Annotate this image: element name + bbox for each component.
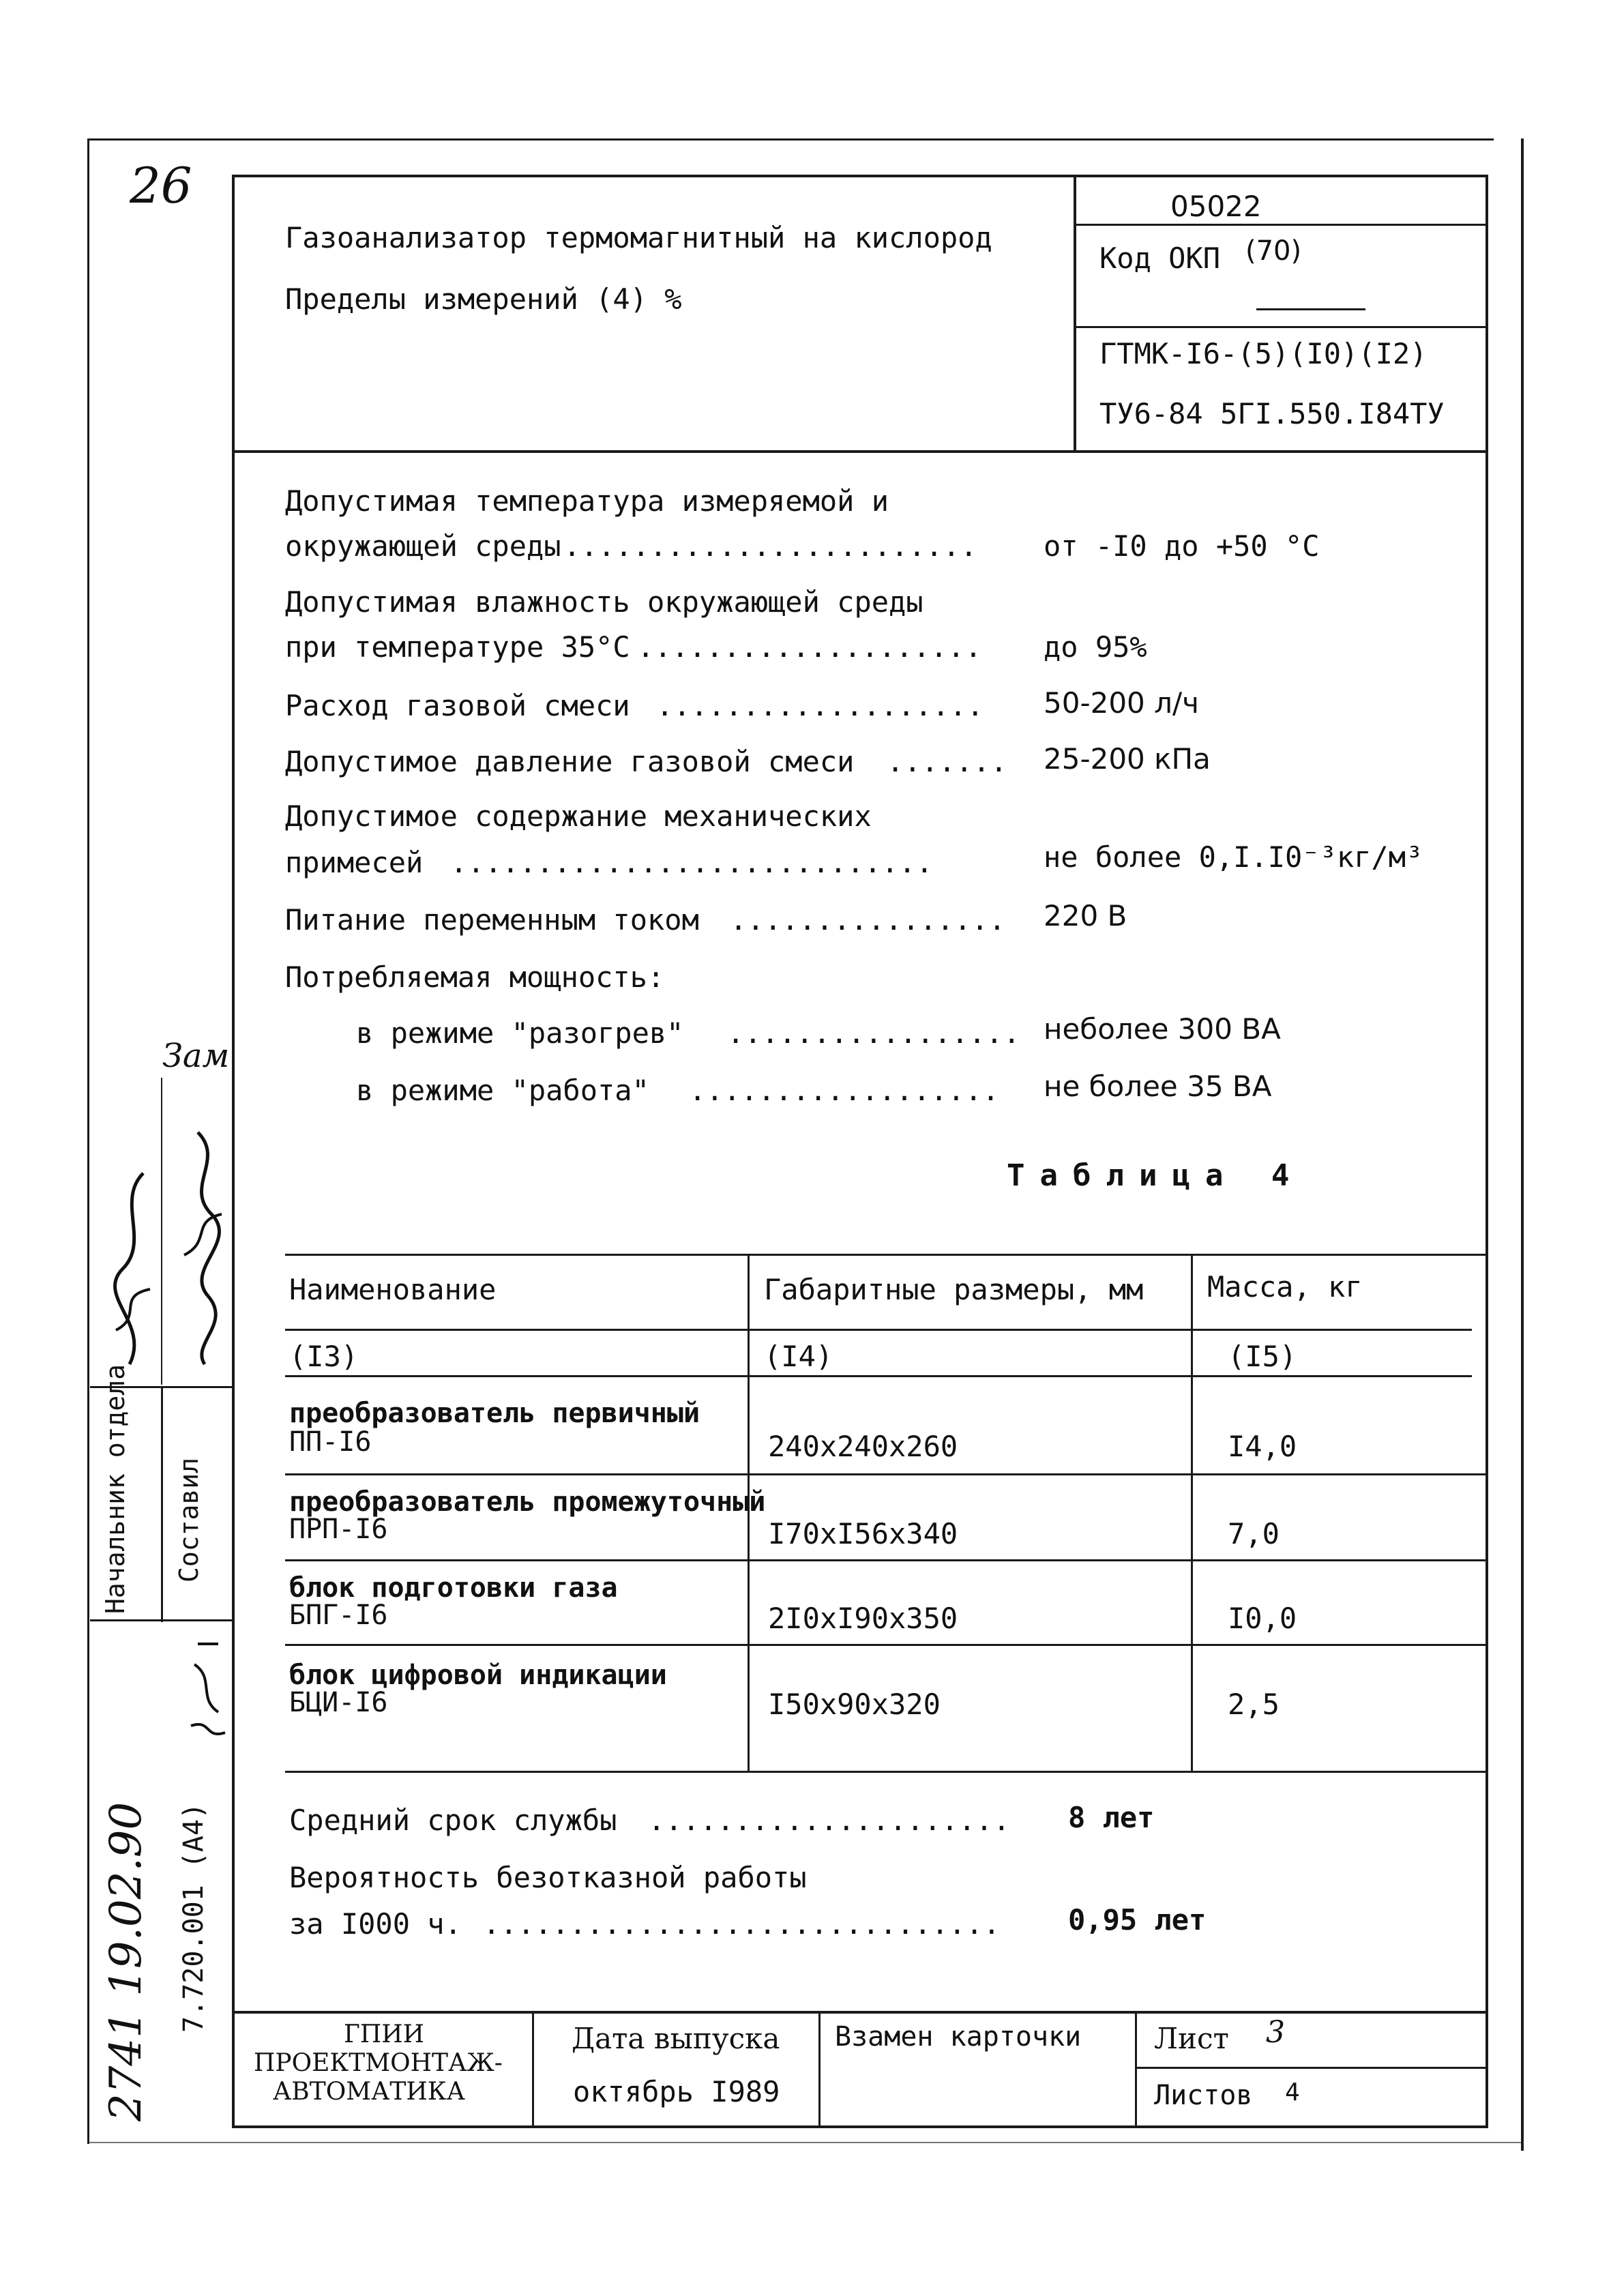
table-header-dims: Габаритные размеры, мм — [764, 1273, 1144, 1306]
spec-4-value: 25-200 кПа — [1044, 742, 1211, 776]
table-row-border — [285, 1559, 1486, 1561]
signature-margin-small — [184, 1637, 232, 1746]
card-left-border — [232, 175, 235, 2128]
spec-6-label: Питание переменным током — [285, 903, 699, 937]
release-date-label: Дата выпуска — [572, 2022, 780, 2055]
row-1-model: ПП-I6 — [289, 1426, 372, 1458]
spec-dots: .............................. — [483, 1907, 1001, 1941]
power-title: Потребляемая мощность: — [285, 960, 665, 994]
right-margin-line — [1521, 138, 1524, 2151]
spec-dots: ................... — [656, 689, 984, 722]
spec-dots: ..................... — [648, 1804, 1011, 1837]
signature-author — [171, 1119, 232, 1378]
row-4-dims: I50x90x320 — [768, 1688, 941, 1721]
power-mode-1-label: в режиме "разогрев" — [356, 1016, 684, 1050]
release-date-value: октябрь I989 — [573, 2075, 780, 2108]
row-2-model: ПРП-I6 — [289, 1514, 388, 1545]
document-stamp: 7.720.001 (А4) — [178, 1802, 209, 2033]
row-1-mass: I4,0 — [1228, 1430, 1297, 1463]
header-bottom-border — [232, 450, 1488, 453]
footer-divider-2 — [818, 2011, 821, 2128]
spec-2-label-line1: Допустимая влажность окружающей среды — [285, 585, 923, 619]
card-top-border — [232, 175, 1488, 177]
header-divider-vertical — [1074, 175, 1076, 452]
table-bottom-border — [285, 1771, 1486, 1773]
okp-value: (70) — [1245, 235, 1302, 267]
row-3-mass: I0,0 — [1228, 1602, 1297, 1635]
replaces-card-label: Взамен карточки — [835, 2021, 1082, 2052]
spec-5-value: не более 0,I.I0⁻³кг/м³ — [1044, 840, 1423, 874]
handwritten-page-number: 26 — [130, 157, 192, 214]
spec-4-label: Допустимое давление газовой смеси — [285, 745, 855, 778]
model-designation: ГТМК-I6-(5)(I0)(I2) — [1099, 337, 1428, 370]
spec-5-label: примесей — [285, 846, 424, 879]
table-col-divider-2 — [1191, 1254, 1193, 1772]
reliability-label: за I000 ч. — [289, 1907, 462, 1941]
sheets-count: 4 — [1285, 2078, 1300, 2106]
spec-dots: ............................ — [450, 846, 934, 879]
table-row-border — [285, 1644, 1486, 1646]
sheet-label: Лист — [1154, 2022, 1229, 2055]
reliability-value: 0,95 лет — [1068, 1903, 1207, 1937]
top-dash-line — [89, 138, 1494, 141]
spec-dots: ....... — [887, 745, 1008, 778]
row-2-mass: 7,0 — [1228, 1517, 1280, 1550]
spec-3-label: Расход газовой смеси — [285, 689, 630, 722]
row-4-mass: 2,5 — [1228, 1688, 1280, 1721]
org-line-1: ГПИИ — [344, 2020, 425, 2048]
row-3-name: блок подготовки газа — [289, 1572, 618, 1604]
table-header-name: Наименование — [289, 1273, 497, 1306]
product-code: 05022 — [1170, 190, 1262, 223]
table-header-border — [285, 1329, 1472, 1331]
spec-dots: .................. — [689, 1074, 1000, 1107]
sheet-number: 3 — [1266, 2015, 1285, 2050]
header-right-divider-2 — [1074, 326, 1488, 328]
footer-sheet-divider — [1135, 2067, 1488, 2069]
spec-dots: .................... — [637, 630, 982, 664]
card-right-border — [1486, 175, 1488, 2128]
row-4-model: БЦИ-I6 — [289, 1687, 388, 1718]
spec-dots: ................. — [727, 1016, 1020, 1050]
header-right-divider-1 — [1074, 224, 1488, 226]
spec-2-value: до 95% — [1044, 630, 1147, 664]
power-mode-2-label: в режиме "работа" — [356, 1074, 649, 1107]
tech-spec-number: ТУ6-84 5ГI.550.I84ТУ — [1099, 397, 1445, 430]
spec-1-value: от -I0 до +50 °С — [1044, 529, 1320, 563]
spec-2-label: при температуре 35°С — [285, 630, 630, 664]
row-4-name: блок цифровой индикации — [289, 1660, 667, 1691]
table-code-dims: (I4) — [764, 1340, 833, 1373]
card-title: Газоанализатор термомагнитный на кислород — [285, 221, 992, 254]
spec-3-value: 50-200 л/ч — [1044, 686, 1199, 720]
table-code-mass: (I5) — [1228, 1340, 1297, 1373]
spec-6-value: 220 В — [1044, 899, 1127, 932]
signature-department-head — [102, 1160, 164, 1378]
footer-top-border — [232, 2011, 1488, 2014]
table-header-mass: Масса, кг — [1207, 1270, 1363, 1304]
okp-underline — [1256, 308, 1365, 310]
handwritten-note: Зам — [162, 1037, 230, 1075]
row-3-dims: 2I0xI90x350 — [768, 1602, 958, 1635]
spec-5-label-line1: Допустимое содержание механических — [285, 799, 872, 833]
row-1-dims: 240x240x260 — [768, 1430, 958, 1463]
table-code-border — [285, 1375, 1472, 1377]
spec-1-label-line1: Допустимая температура измеряемой и — [285, 484, 889, 518]
service-life-value: 8 лет — [1068, 1801, 1155, 1834]
spec-dots: ................ — [730, 903, 1006, 937]
table-top-border — [285, 1254, 1486, 1256]
row-3-model: БПГ-I6 — [289, 1600, 388, 1631]
footer-divider-1 — [532, 2011, 534, 2128]
table-row-border — [285, 1473, 1486, 1475]
row-1-name: преобразователь первичный — [289, 1398, 700, 1429]
row-2-dims: I70xI56x340 — [768, 1517, 958, 1550]
okp-label: Код ОКП — [1099, 241, 1221, 275]
table-code-name: (I3) — [289, 1340, 359, 1373]
spec-dots: ........................ — [563, 529, 977, 563]
bottom-dash-line — [89, 2142, 1521, 2143]
spec-1-label: окружающей среды — [285, 529, 561, 563]
margin-approval-col-line — [161, 1386, 163, 1622]
sheets-label: Листов — [1154, 2080, 1253, 2111]
author-label: Составил — [174, 1457, 204, 1583]
service-life-label: Средний срок службы — [289, 1804, 617, 1837]
measurement-range: Пределы измерений (4) % — [285, 282, 682, 316]
department-head-label: Начальник отдела — [100, 1364, 130, 1614]
table-caption: Таблица 4 — [1007, 1158, 1305, 1193]
power-mode-1-value: неболее 300 ВА — [1044, 1012, 1281, 1046]
handwritten-registration: 2741 19.02.90 — [101, 1801, 151, 2121]
power-mode-2-value: не более 35 ВА — [1044, 1070, 1272, 1103]
left-margin-line — [87, 138, 89, 2144]
row-2-name: преобразователь промежуточный — [289, 1486, 766, 1518]
footer-divider-3 — [1135, 2011, 1137, 2128]
reliability-label-line1: Вероятность безотказной работы — [289, 1861, 807, 1894]
card-bottom-border — [232, 2125, 1488, 2128]
org-line-2: ПРОЕКТМОНТАЖ- — [254, 2049, 503, 2077]
org-line-3: АВТОМАТИКА — [273, 2078, 465, 2106]
